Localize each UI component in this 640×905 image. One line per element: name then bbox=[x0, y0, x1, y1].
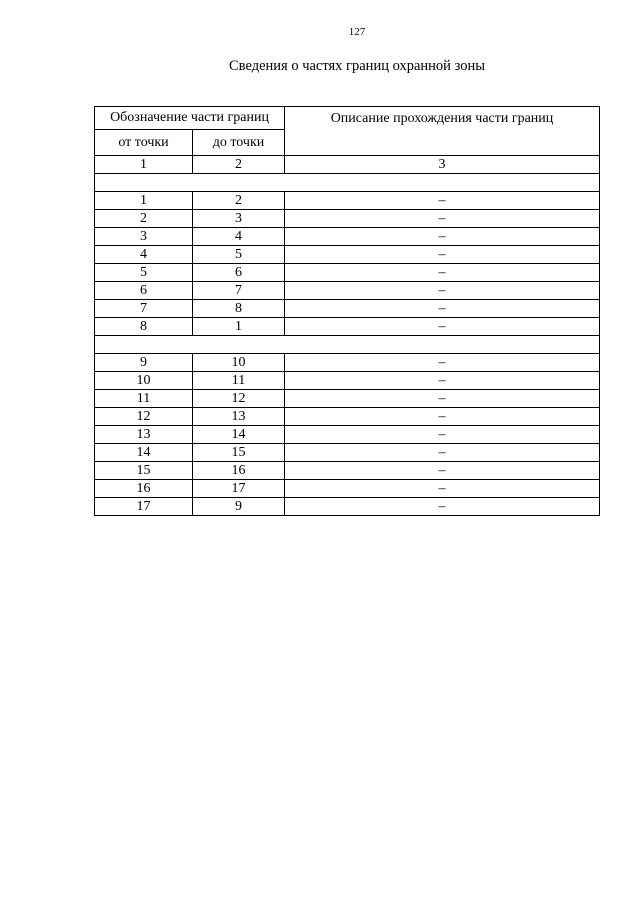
table-row bbox=[95, 300, 600, 318]
header-from-point: от точки bbox=[95, 130, 193, 156]
cell-from-point: 13 bbox=[95, 426, 193, 444]
cell-description: – bbox=[285, 300, 600, 318]
cell-to-point: 14 bbox=[193, 426, 285, 444]
table-row bbox=[95, 498, 600, 516]
section-separator-cell bbox=[95, 336, 600, 354]
table-row bbox=[95, 246, 600, 264]
cell-to-point: 4 bbox=[193, 228, 285, 246]
cell-from-point: 7 bbox=[95, 300, 193, 318]
cell-description: – bbox=[285, 228, 600, 246]
cell-to-point: 12 bbox=[193, 390, 285, 408]
cell-to-point: 5 bbox=[193, 246, 285, 264]
cell-to-point: 1 bbox=[193, 318, 285, 336]
table-row bbox=[95, 192, 600, 210]
cell-to-point: 9 bbox=[193, 498, 285, 516]
column-number-row bbox=[95, 156, 600, 174]
cell-to-point: 10 bbox=[193, 354, 285, 372]
cell-description: – bbox=[285, 426, 600, 444]
cell-from-point: 8 bbox=[95, 318, 193, 336]
cell-description: – bbox=[285, 372, 600, 390]
table-row bbox=[95, 372, 600, 390]
table-row bbox=[95, 210, 600, 228]
cell-from-point: 16 bbox=[95, 480, 193, 498]
cell-from-point: 11 bbox=[95, 390, 193, 408]
cell-from-point: 10 bbox=[95, 372, 193, 390]
cell-description: – bbox=[285, 264, 600, 282]
cell-from-point: 9 bbox=[95, 354, 193, 372]
cell-description: – bbox=[285, 192, 600, 210]
cell-to-point: 17 bbox=[193, 480, 285, 498]
header-to-point: до точки bbox=[193, 130, 285, 156]
table-row bbox=[95, 282, 600, 300]
cell-description: – bbox=[285, 444, 600, 462]
header-boundary-description: Описание прохождения части границ bbox=[285, 107, 600, 156]
cell-description: – bbox=[285, 480, 600, 498]
table-row bbox=[95, 318, 600, 336]
cell-description: – bbox=[285, 282, 600, 300]
cell-description: – bbox=[285, 246, 600, 264]
cell-to-point: 6 bbox=[193, 264, 285, 282]
cell-description: – bbox=[285, 390, 600, 408]
cell-to-point: 2 bbox=[193, 192, 285, 210]
cell-to-point: 7 bbox=[193, 282, 285, 300]
cell-from-point: 3 bbox=[95, 228, 193, 246]
table-row bbox=[95, 390, 600, 408]
cell-to-point: 8 bbox=[193, 300, 285, 318]
table-row bbox=[95, 426, 600, 444]
table-row bbox=[95, 480, 600, 498]
cell-description: – bbox=[285, 408, 600, 426]
page-title: Сведения о частях границ охранной зоны bbox=[229, 58, 485, 74]
boundary-parts-table bbox=[94, 106, 600, 516]
cell-description: – bbox=[285, 318, 600, 336]
cell-from-point: 15 bbox=[95, 462, 193, 480]
cell-description: – bbox=[285, 210, 600, 228]
cell-description: – bbox=[285, 498, 600, 516]
cell-from-point: 12 bbox=[95, 408, 193, 426]
cell-description: – bbox=[285, 354, 600, 372]
column-number: 2 bbox=[193, 156, 285, 174]
table-row bbox=[95, 228, 600, 246]
cell-from-point: 4 bbox=[95, 246, 193, 264]
cell-from-point: 6 bbox=[95, 282, 193, 300]
table-row bbox=[95, 354, 600, 372]
cell-from-point: 5 bbox=[95, 264, 193, 282]
table-row bbox=[95, 264, 600, 282]
column-number: 3 bbox=[285, 156, 600, 174]
cell-to-point: 13 bbox=[193, 408, 285, 426]
section-separator-row bbox=[95, 336, 600, 354]
section-separator-row bbox=[95, 174, 600, 192]
cell-to-point: 3 bbox=[193, 210, 285, 228]
cell-to-point: 16 bbox=[193, 462, 285, 480]
column-number: 1 bbox=[95, 156, 193, 174]
table-body bbox=[95, 174, 600, 516]
cell-from-point: 1 bbox=[95, 192, 193, 210]
page-number: 127 bbox=[348, 26, 366, 38]
cell-from-point: 2 bbox=[95, 210, 193, 228]
cell-from-point: 14 bbox=[95, 444, 193, 462]
section-separator-cell bbox=[95, 174, 600, 192]
table-row bbox=[95, 444, 600, 462]
cell-from-point: 17 bbox=[95, 498, 193, 516]
cell-description: – bbox=[285, 462, 600, 480]
table-row bbox=[95, 462, 600, 480]
cell-to-point: 15 bbox=[193, 444, 285, 462]
header-boundary-designation: Обозначение части границ bbox=[95, 107, 285, 130]
cell-to-point: 11 bbox=[193, 372, 285, 390]
table-row bbox=[95, 408, 600, 426]
